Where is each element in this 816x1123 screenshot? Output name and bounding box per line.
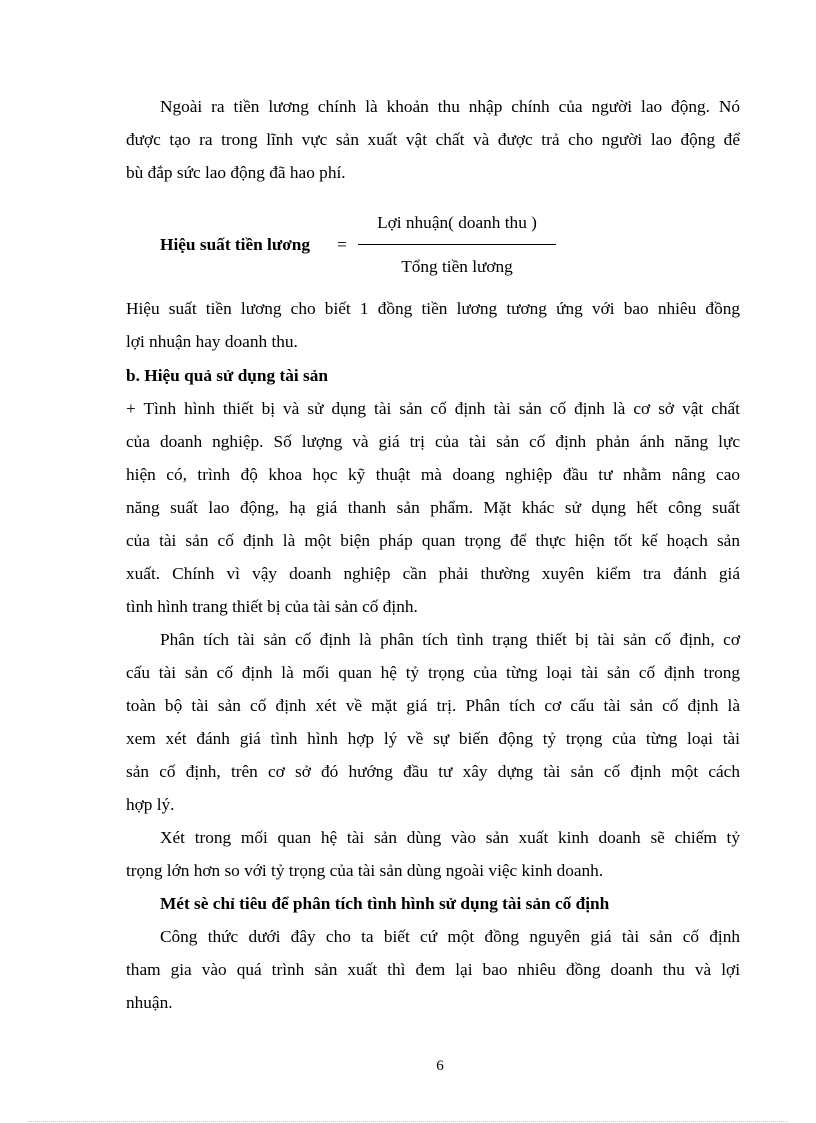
paragraph-2-line-2: lợi nhuận hay doanh thu. — [126, 332, 298, 351]
paragraph-4-line-3: toàn bộ tài sản cố định xét về mặt giá trị. Phân tích cơ cấu tài sản cố định là — [126, 696, 740, 715]
paragraph-4-line-5: sản cố định, trên cơ sở đó hướng đầu tư xây dựng tài sản cố định một cách — [126, 762, 740, 781]
paragraph-3-line-3: hiện có, trình độ khoa học kỹ thuật mà doang nghiệp đầu tư nhằm nâng cao — [126, 465, 740, 484]
formula-equals-sign: = — [337, 235, 347, 254]
page-bottom-divider — [28, 1121, 788, 1122]
formula-label: Hiệu suất tiền lương — [160, 235, 311, 254]
paragraph-5-line-1: Xét trong mối quan hệ tài sản dùng vào sản xuất kinh doanh sẽ chiếm tỷ — [160, 828, 740, 847]
paragraph-6-line-2: tham gia vào quá trình sản xuất thì đem lại bao nhiêu đồng doanh thu và lợi — [126, 960, 740, 979]
paragraph-3-line-2: của doanh nghiệp. Số lượng và giá trị của tài sản cố định phản ánh năng lực — [126, 432, 740, 451]
paragraph-4-line-6: hợp lý. — [126, 795, 175, 814]
paragraph-1-line-3: bù đắp sức lao động đã hao phí. — [126, 163, 346, 182]
paragraph-2-line-1: Hiệu suất tiền lương cho biết 1 đồng tiền lương tương ứng với bao nhiêu đồng — [126, 299, 740, 318]
subheading: Mét sè chỉ tiêu để phân tích tình hình sử dụng tài sản cố định — [160, 894, 610, 913]
paragraph-4-line-4: xem xét đánh giá tình hình hợp lý về sự biến động tỷ trọng của từng loại tài — [126, 729, 740, 748]
paragraph-3-line-4: năng suất lao động, hạ giá thanh sản phẩm. Mặt khác sử dụng hết công suất — [126, 498, 740, 517]
section-heading: b. Hiệu quả sử dụng tài sản — [126, 366, 328, 385]
paragraph-3-line-7: tình hình trang thiết bị của tài sản cố định. — [126, 597, 418, 616]
paragraph-3-line-6: xuất. Chính vì vậy doanh nghiệp cần phải thường xuyên kiểm tra đánh giá — [126, 564, 740, 583]
paragraph-4-line-1: Phân tích tài sản cố định là phân tích tình trạng thiết bị tài sản cố định, cơ — [160, 630, 740, 649]
paragraph-1-line-1: Ngoài ra tiền lương chính là khoản thu nhập chính của người lao động. Nó — [160, 97, 740, 116]
formula-numerator: Lợi nhuận( doanh thu ) — [377, 213, 537, 232]
paragraph-6-line-3: nhuận. — [126, 993, 173, 1012]
paragraph-3-line-5: của tài sản cố định là một biện pháp quan trọng để thực hiện tốt kế hoạch sản — [126, 531, 740, 550]
paragraph-6-line-1: Công thức dưới đây cho ta biết cứ một đồng nguyên giá tài sản cố định — [160, 927, 740, 946]
paragraph-4-line-2: cấu tài sản cố định là mối quan hệ tỷ trọng của từng loại tài sản cố định trong — [126, 663, 740, 682]
paragraph-3-line-1: + Tình hình thiết bị và sử dụng tài sản cố định tài sản cố định là cơ sở vật chất — [126, 399, 740, 418]
formula-fraction-bar — [358, 244, 556, 245]
paragraph-1-line-2: được tạo ra trong lĩnh vực sản xuất vật chất và được trả cho người lao động để — [126, 130, 740, 149]
paragraph-5-line-2: trọng lớn hơn so với tỷ trọng của tài sản dùng ngoài việc kinh doanh. — [126, 861, 604, 880]
page-number: 6 — [436, 1058, 444, 1074]
formula-denominator: Tổng tiền lương — [401, 257, 513, 276]
